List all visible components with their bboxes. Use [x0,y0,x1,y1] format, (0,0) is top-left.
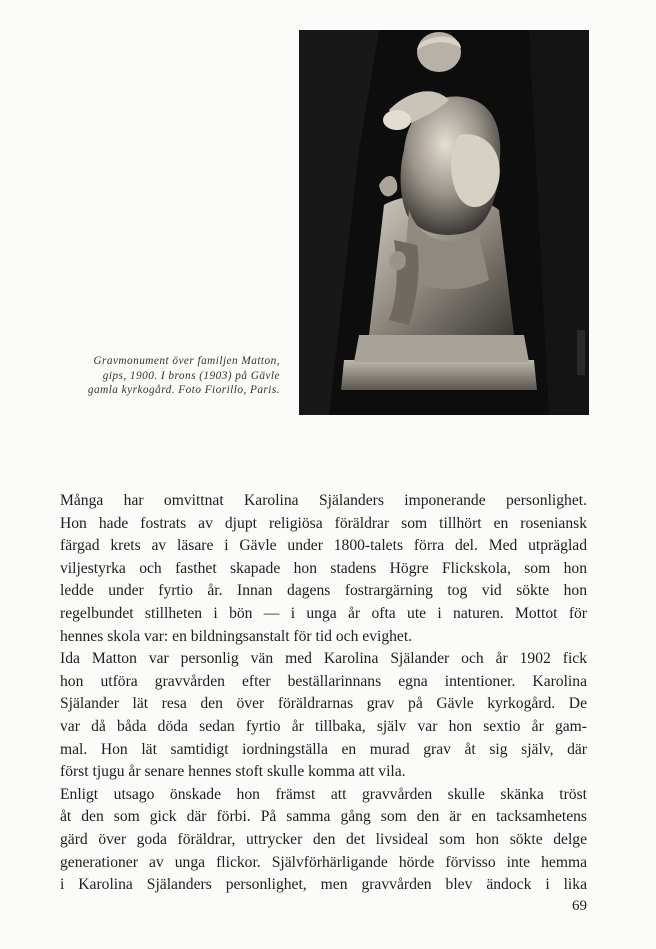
caption-line: Gravmonument över familjen Matton, [93,355,280,367]
text-line: viljestyrka och fasthet skapade hon stadens Högre Flickskola, som hon [60,559,587,577]
text-line: hennes skola var: en bildningsanstalt för tid och evighet. [60,627,413,645]
paragraph [60,648,587,784]
text-line: gärd över goda föräldrar, uttrycker den det livsideal som hon sökte delge [60,830,587,848]
text-line: i Karolina Själanders personlighet, men gravvården blev ändock i lika [60,876,587,894]
text-line: färgad krets av läsare i Gävle under 1800-talets förra del. Med utpräglad [60,537,587,555]
text-line: Många har omvittnat Karolina Själanders imponerande personlighet. [60,492,587,509]
caption-line: gamla kyrkogård. Foto Fiorillo, Paris. [87,384,280,396]
text-line: ledde under fyrtio år. Innan dagens fostrargärning tog vid sökte hon [60,582,587,600]
text-line: generationer av unga flickor. Självförhärligande hörde förvisso inte hemma [60,853,587,871]
paragraph [60,784,587,897]
figure-caption [60,354,280,398]
sculpture-image [299,30,589,415]
caption-line: gips, 1900. I brons (1903) på Gävle [102,369,280,382]
text-line: först tjugu år senare hennes stoft skulle komma att vila. [60,763,406,781]
text-line: regelbundet stillheten i bön — i unga år ofta ute i naturen. Mottot för [60,604,587,622]
body-text [60,490,587,897]
text-line: Själander lät resa den över föräldrarnas grav på Gävle kyrkogård. De [60,695,587,713]
text-line: åt den som gick där förbi. På samma gång som den är en tacksamhetens [60,808,587,826]
paragraph [60,490,587,648]
text-line: Enligt utsago önskade hon främst att gravvården skulle skänka tröst [60,785,587,803]
text-line: mal. Hon lät samtidigt iordningställa en murad grav åt sig själv, där [60,740,587,758]
sculpture-photo [299,30,589,415]
text-line: Hon hade fostrats av djupt religiösa föräldrar som tillhört en roseniansk [60,514,587,532]
text-line: hon utföra gravvården efter beställarinnans egna intentioner. Karolina [60,672,587,690]
page-number: 69 [572,898,587,914]
text-line: var då båda döda sedan fyrtio år tillbaka, själv var hon sextio år gam- [60,717,587,735]
text-line: Ida Matton var personlig vän med Karolina Själander och år 1902 fick [60,650,587,668]
